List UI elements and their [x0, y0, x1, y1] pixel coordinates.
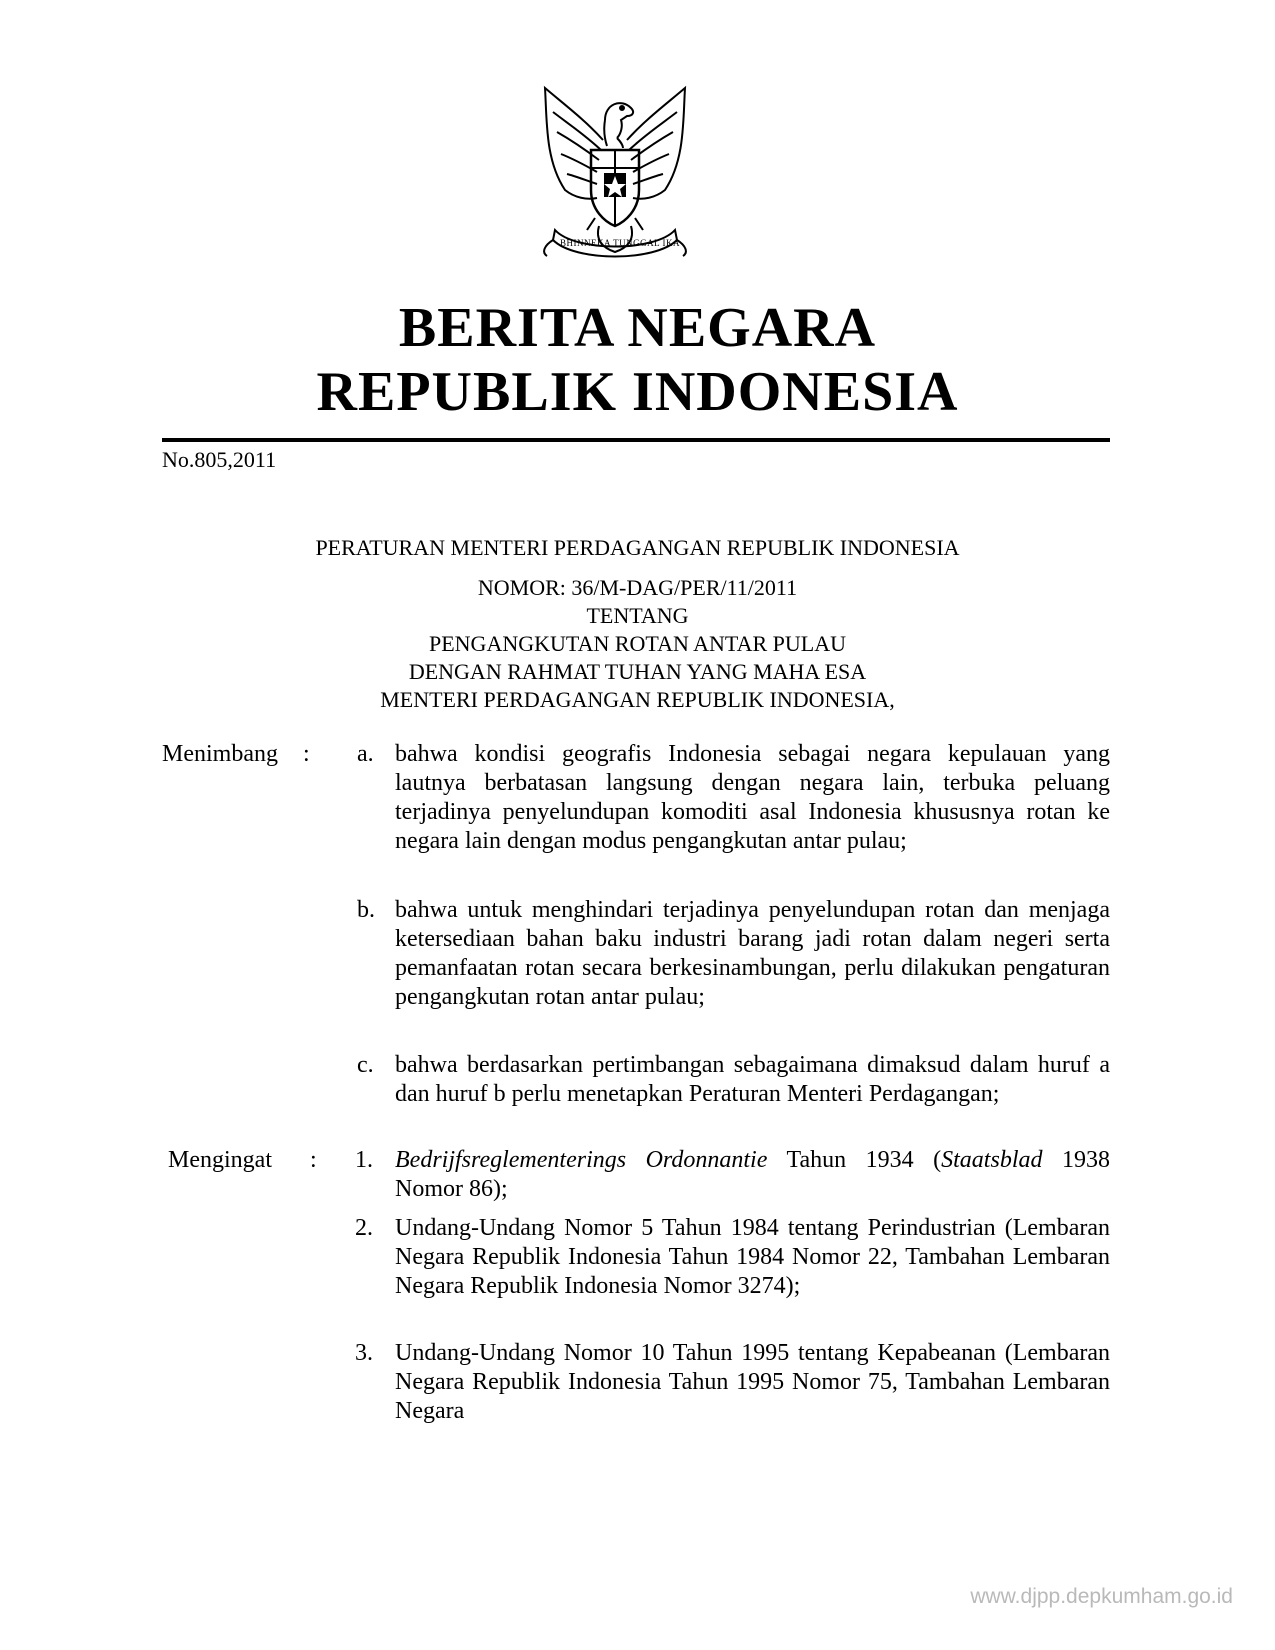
- mengingat-item-1-text1: Tahun 1934 (: [767, 1147, 942, 1173]
- mengingat-label: Mengingat: [168, 1147, 272, 1173]
- mengingat-item-1-italic2: Staatsblad: [941, 1147, 1043, 1173]
- menimbang-label: Menimbang: [162, 741, 278, 767]
- menimbang-item-a: bahwa kondisi geografis Indonesia sebagai negara kepulauan yang lautnya berbatasan langsung dengan negara lain, terbuka peluang terjadinya penyelundupan komoditi asal Indonesia khususnya rotan ke negara lain dengan modus pengangkutan antar pulau;: [395, 741, 1110, 854]
- mengingat-item-1: [395, 1146, 1110, 1204]
- menimbang-marker-c: c.: [357, 1052, 374, 1078]
- menimbang-marker-a: a.: [357, 741, 374, 767]
- mengingat-marker-3: 3.: [355, 1340, 373, 1366]
- regulation-number: NOMOR: 36/M-DAG/PER/11/2011: [477, 575, 798, 600]
- masthead-title-line1: BERITA NEGARA: [398, 297, 877, 359]
- mengingat-colon: :: [310, 1147, 317, 1173]
- menimbang-marker-b: b.: [357, 897, 375, 923]
- emblem-motto: BHINNEKA TUNGGAL IKA: [560, 238, 680, 248]
- mengingat-marker-2: 2.: [355, 1215, 373, 1241]
- menimbang-item-b: bahwa untuk menghindari terjadinya penyelundupan rotan dan menjaga ketersediaan bahan baku industri barang jadi rotan dalam negeri serta pemanfaatan rotan secara berkesinambungan, perlu dilakukan pengaturan pengangkutan rotan antar pulau;: [395, 897, 1110, 1010]
- mengingat-item-1-italic1: Bedrijfsreglementerings Ordonnantie: [395, 1147, 768, 1173]
- rahmat-line: DENGAN RAHMAT TUHAN YANG MAHA ESA: [408, 659, 867, 684]
- regulation-title: PERATURAN MENTERI PERDAGANGAN REPUBLIK INDONESIA: [315, 535, 960, 560]
- mengingat-item-1-text2: 1938 Nomor 86);: [395, 1147, 1111, 1202]
- masthead-title-line2: REPUBLIK INDONESIA: [316, 361, 959, 423]
- document-number: No.805,2011: [162, 447, 277, 472]
- regulation-subject: PENGANGKUTAN ROTAN ANTAR PULAU: [429, 631, 846, 656]
- tentang-label: TENTANG: [586, 603, 689, 628]
- mengingat-item-2: Undang-Undang Nomor 5 Tahun 1984 tentang Perindustrian (Lembaran Negara Republik Indonesia Tahun 1984 Nomor 22, Tambahan Lembaran Negara Republik Indonesia Nomor 3274);: [395, 1215, 1110, 1299]
- header-divider: [162, 438, 1110, 442]
- minister-line: MENTERI PERDAGANGAN REPUBLIK INDONESIA,: [380, 687, 895, 712]
- menimbang-colon: :: [303, 741, 310, 767]
- menimbang-item-c: bahwa berdasarkan pertimbangan sebagaimana dimaksud dalam huruf a dan huruf b perlu menetapkan Peraturan Menteri Perdagangan;: [395, 1052, 1110, 1107]
- mengingat-item-3: Undang-Undang Nomor 10 Tahun 1995 tentang Kepabeanan (Lembaran Negara Republik Indonesia Tahun 1995 Nomor 75, Tambahan Lembaran Negara: [395, 1340, 1110, 1424]
- footer-url: www.djpp.depkumham.go.id: [970, 1585, 1233, 1608]
- mengingat-marker-1: 1.: [355, 1147, 373, 1173]
